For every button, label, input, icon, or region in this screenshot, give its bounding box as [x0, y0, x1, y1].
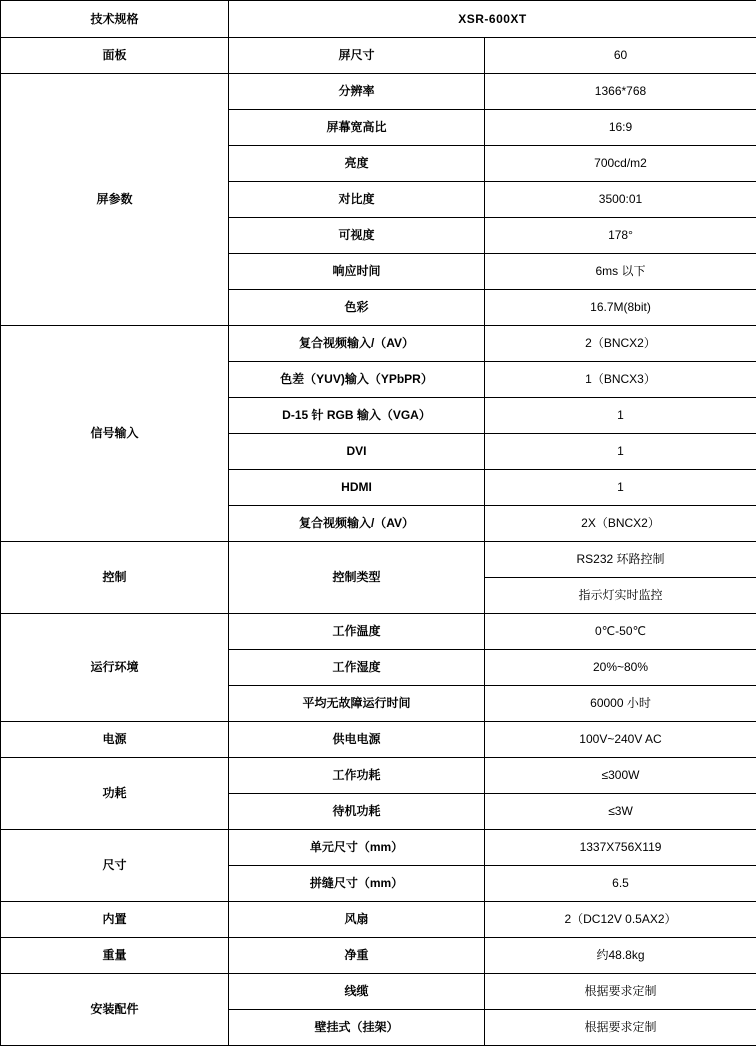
spec-item-value: 根据要求定制 — [485, 1010, 756, 1046]
spec-item-label: 单元尺寸（mm） — [229, 830, 485, 866]
spec-item-value: 6.5 — [485, 866, 756, 902]
header-model-cell: XSR-600XT — [229, 1, 756, 38]
spec-item-value: 0℃-50℃ — [485, 614, 756, 650]
group-label: 安装配件 — [1, 974, 229, 1046]
table-row — [1, 938, 756, 974]
spec-item-value: 1（BNCX3） — [485, 362, 756, 398]
group-label: 信号输入 — [1, 326, 229, 542]
group-label: 屏参数 — [1, 74, 229, 326]
spec-item-value: 3500:01 — [485, 182, 756, 218]
spec-item-label: 可视度 — [229, 218, 485, 254]
spec-item-value: 60 — [485, 38, 756, 74]
spec-item-label: 净重 — [229, 938, 485, 974]
spec-item-value: RS232 环路控制 — [485, 542, 756, 578]
spec-item-value: 60000 小时 — [485, 686, 756, 722]
table-header-row — [1, 1, 756, 38]
spec-item-value: 2（BNCX2） — [485, 326, 756, 362]
group-label: 尺寸 — [1, 830, 229, 902]
table-row — [1, 758, 756, 794]
spec-item-label: 响应时间 — [229, 254, 485, 290]
spec-item-value: 1 — [485, 398, 756, 434]
header-category-cell: 技术规格 — [1, 1, 229, 38]
spec-item-value: 178° — [485, 218, 756, 254]
spec-item-label: D-15 针 RGB 输入（VGA） — [229, 398, 485, 434]
spec-item-label: DVI — [229, 434, 485, 470]
spec-item-label: 工作湿度 — [229, 650, 485, 686]
spec-item-label: 屏尺寸 — [229, 38, 485, 74]
spec-item-label: 拼缝尺寸（mm） — [229, 866, 485, 902]
table-row — [1, 326, 756, 362]
table-row — [1, 38, 756, 74]
spec-item-value: ≤300W — [485, 758, 756, 794]
spec-item-label: 线缆 — [229, 974, 485, 1010]
spec-item-value: 2（DC12V 0.5AX2） — [485, 902, 756, 938]
spec-item-value: 1 — [485, 434, 756, 470]
spec-item-value: 700cd/m2 — [485, 146, 756, 182]
group-label: 重量 — [1, 938, 229, 974]
spec-item-label: 对比度 — [229, 182, 485, 218]
spec-item-value: 2X（BNCX2） — [485, 506, 756, 542]
spec-item-label: 平均无故障运行时间 — [229, 686, 485, 722]
spec-item-value: 100V~240V AC — [485, 722, 756, 758]
spec-item-label: HDMI — [229, 470, 485, 506]
group-label: 功耗 — [1, 758, 229, 830]
group-label: 运行环境 — [1, 614, 229, 722]
group-label: 控制 — [1, 542, 229, 614]
spec-item-label: 工作功耗 — [229, 758, 485, 794]
spec-item-value: 1366*768 — [485, 74, 756, 110]
table-row — [1, 830, 756, 866]
table-row — [1, 74, 756, 110]
spec-item-label: 亮度 — [229, 146, 485, 182]
spec-item-value: 1 — [485, 470, 756, 506]
table-row — [1, 542, 756, 578]
spec-item-value: 1337X756X119 — [485, 830, 756, 866]
specification-table-body — [1, 1, 756, 1046]
spec-item-label: 工作温度 — [229, 614, 485, 650]
spec-item-label: 壁挂式（挂架） — [229, 1010, 485, 1046]
spec-item-value: 16:9 — [485, 110, 756, 146]
table-row — [1, 722, 756, 758]
spec-item-label: 风扇 — [229, 902, 485, 938]
spec-item-label: 控制类型 — [229, 542, 485, 614]
spec-item-label: 复合视频输入/（AV） — [229, 326, 485, 362]
spec-item-value: ≤3W — [485, 794, 756, 830]
table-row — [1, 974, 756, 1010]
spec-item-value: 根据要求定制 — [485, 974, 756, 1010]
spec-item-label: 复合视频输入/（AV） — [229, 506, 485, 542]
spec-item-value: 6ms 以下 — [485, 254, 756, 290]
group-label: 面板 — [1, 38, 229, 74]
spec-item-label: 供电电源 — [229, 722, 485, 758]
spec-item-value: 20%~80% — [485, 650, 756, 686]
group-label: 内置 — [1, 902, 229, 938]
spec-item-label: 屏幕宽高比 — [229, 110, 485, 146]
spec-item-value: 指示灯实时监控 — [485, 578, 756, 614]
spec-item-label: 待机功耗 — [229, 794, 485, 830]
group-label: 电源 — [1, 722, 229, 758]
spec-item-value: 16.7M(8bit) — [485, 290, 756, 326]
spec-item-label: 分辨率 — [229, 74, 485, 110]
spec-item-value: 约48.8kg — [485, 938, 756, 974]
table-row — [1, 902, 756, 938]
spec-item-label: 色彩 — [229, 290, 485, 326]
spec-item-label: 色差（YUV)输入（YPbPR） — [229, 362, 485, 398]
table-row — [1, 614, 756, 650]
